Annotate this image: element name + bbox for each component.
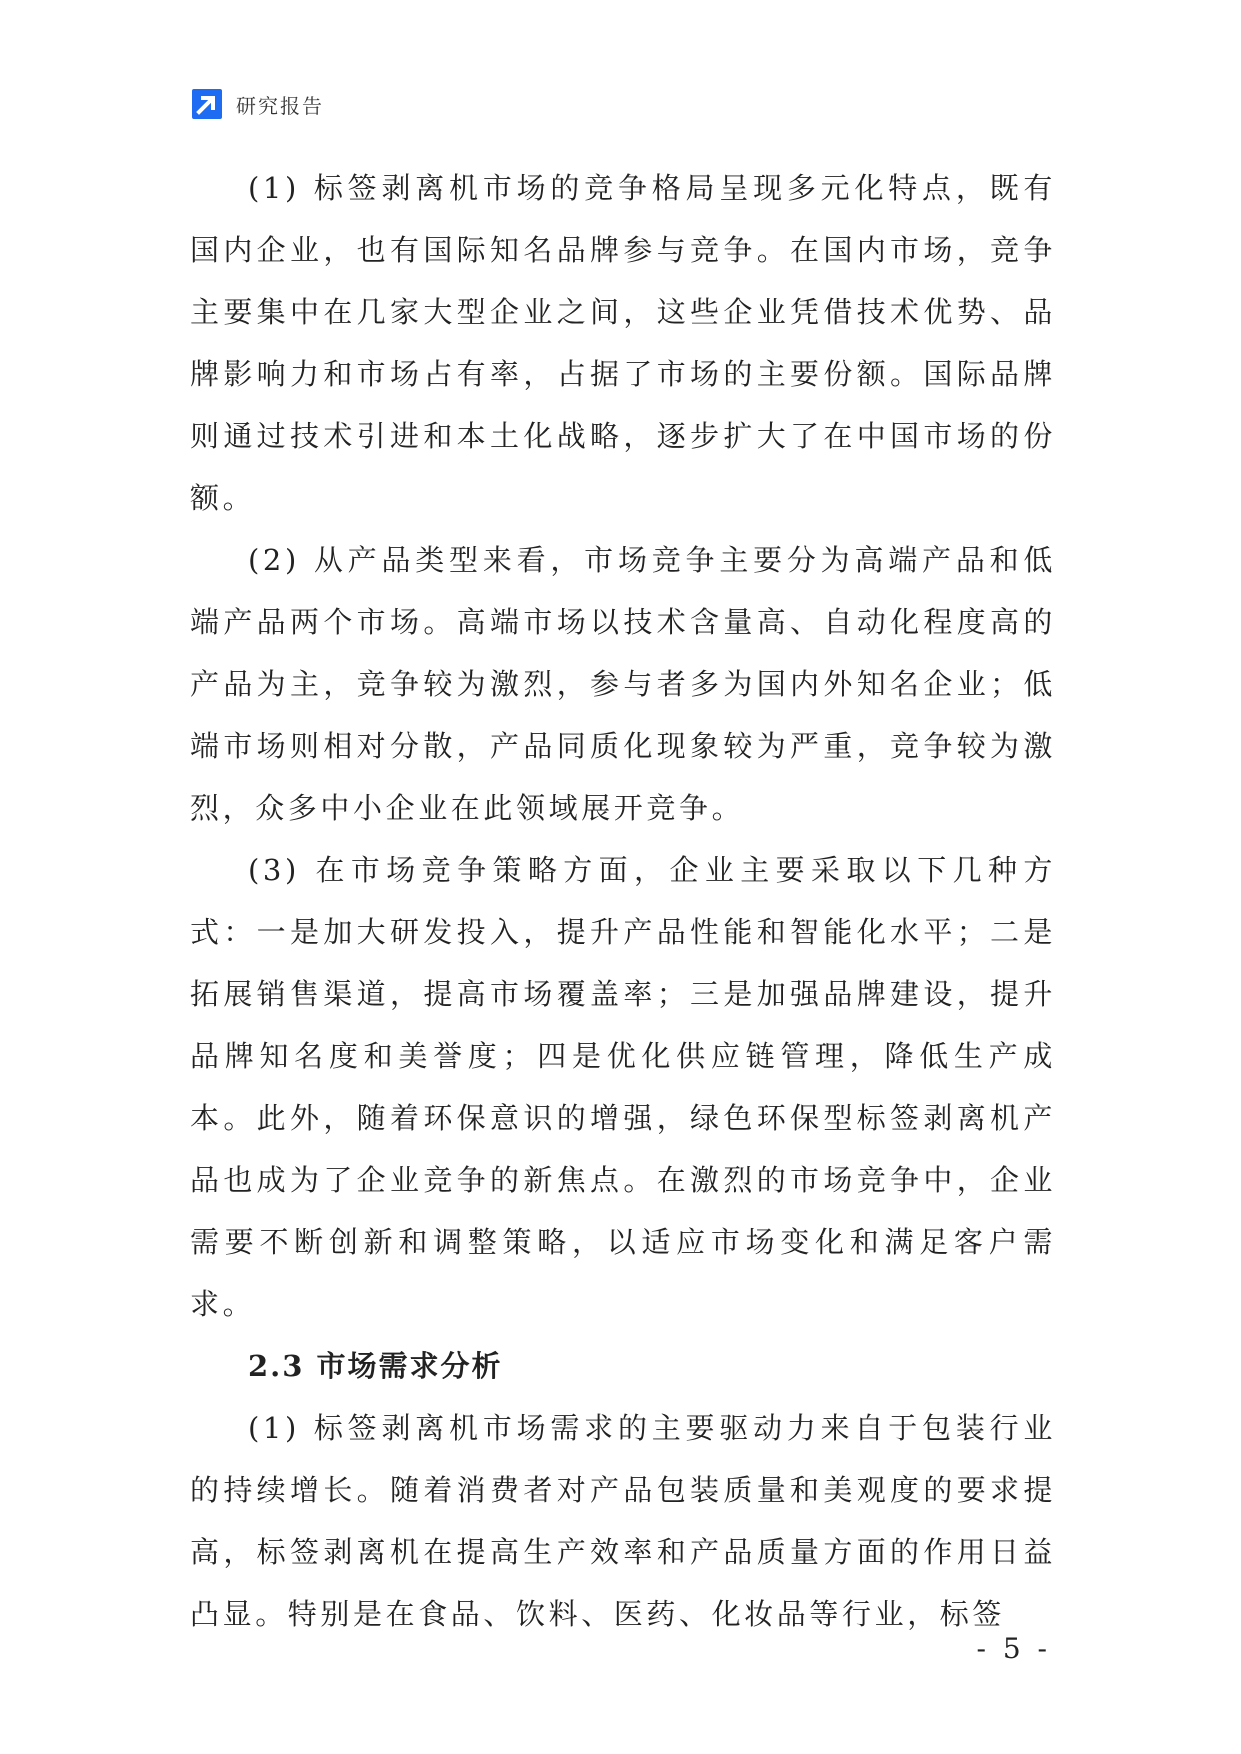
paragraph-3: (3) 在市场竞争策略方面，企业主要采取以下几种方式：一是加大研发投入，提升产品性能和智能化水平；二是拓展销售渠道，提高市场覆盖率；三是加强品牌建设，提升品牌知名度和美誉度；四是优化供应链管理，降低生产成本。此外，随着环保意识的增强，绿色环保型标签剥离机产品也成为了企业竞争的新焦点。在激烈的市场竞争中，企业需要不断创新和调整策略，以适应市场变化和满足客户需求。: [190, 853, 1056, 1321]
page-number: - 5 -: [976, 1632, 1051, 1665]
paragraph-2: (2) 从产品类型来看，市场竞争主要分为高端产品和低端产品两个市场。高端市场以技术含量高、自动化程度高的产品为主，竞争较为激烈，参与者多为国内外知名企业；低端市场则相对分散，产品同质化现象较为严重，竞争较为激烈，众多中小企业在此领域展开竞争。: [190, 543, 1056, 825]
paragraph-1: (1) 标签剥离机市场的竞争格局呈现多元化特点，既有国内企业，也有国际知名品牌参与竞争。在国内市场，竞争主要集中在几家大型企业之间，这些企业凭借技术优势、品牌影响力和市场占有率，占据了市场的主要份额。国际品牌则通过技术引进和本土化战略，逐步扩大了在中国市场的份额。: [190, 171, 1056, 515]
section-heading: 2.3 市场需求分析: [248, 1349, 503, 1383]
header-title: 研究报告: [236, 93, 324, 118]
section-paragraph-1: (1) 标签剥离机市场需求的主要驱动力来自于包装行业的持续增长。随着消费者对产品包装质量和美观度的要求提高，标签剥离机在提高生产效率和产品质量方面的作用日益凸显。特别是在食品、饮料、医药、化妆品等行业，标签: [190, 1411, 1056, 1631]
report-header: [190, 86, 324, 122]
document-body: [190, 157, 1056, 1645]
arrow-up-right-logo-icon: [190, 87, 224, 121]
